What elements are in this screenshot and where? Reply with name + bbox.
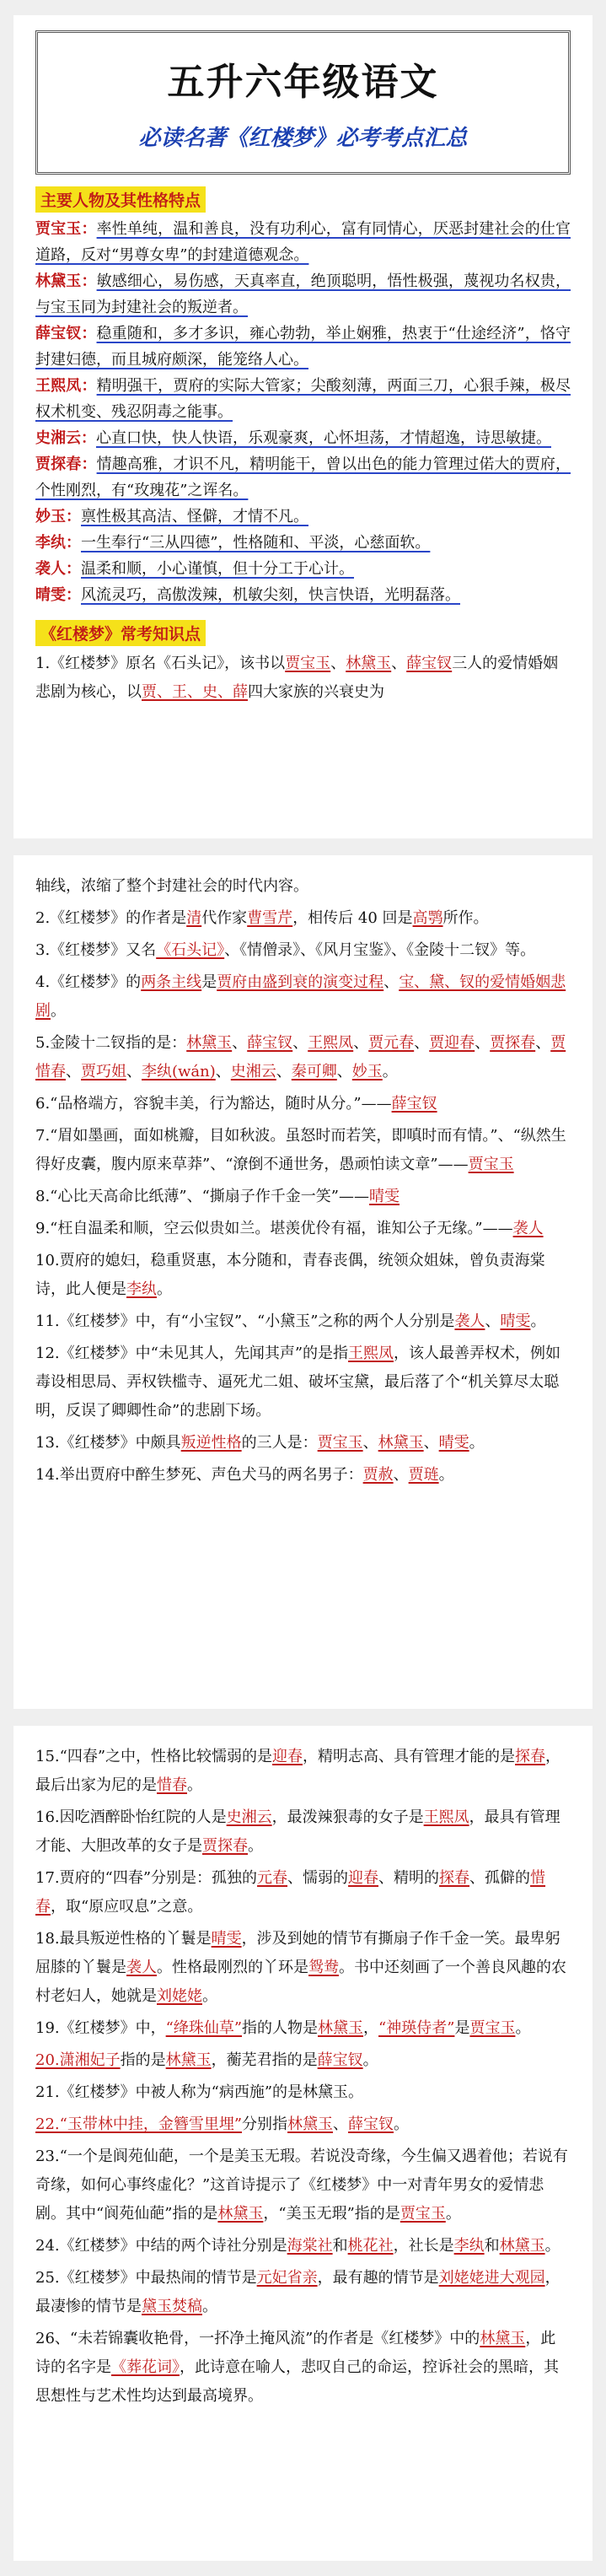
answer: 两条主线 <box>141 973 202 991</box>
answer: 贾宝玉 <box>285 655 331 672</box>
text: 8.“心比天高命比纸薄”、“撕扇子作千金一笑”—— <box>35 1188 369 1205</box>
answer: 袭人 <box>454 1312 485 1330</box>
answer: 王熙凤 <box>348 1345 394 1362</box>
text: ，社长是 <box>393 2237 454 2255</box>
page-subtitle: 必读名著《红楼梦》必考考点汇总 <box>138 126 468 151</box>
page-1 <box>13 15 593 838</box>
knowledge-item-22 <box>35 2110 571 2139</box>
separator: 、 <box>66 1063 81 1081</box>
text: ，最后出家为尼的是 <box>35 1748 561 1794</box>
text: ，精明志高、具有管理才能的是 <box>303 1748 516 1765</box>
knowledge-heading: 《红楼梦》常考知识点 <box>35 620 206 646</box>
knowledge-item-1-continued: 轴线，浓缩了整个封建社会的时代内容。 <box>35 877 308 895</box>
answer: 妙玉 <box>351 1063 383 1081</box>
character-desc: 温柔和顺，小心谨慎，但十分工于心计。 <box>81 560 354 578</box>
answer: 贾宝玉 <box>317 1434 363 1452</box>
knowledge-item-11 <box>35 1307 571 1336</box>
answer: 晴雯 <box>438 1434 469 1452</box>
knowledge-item-7 <box>35 1122 571 1179</box>
text: 24.《红楼梦》中结的两个诗社分别是 <box>35 2237 287 2255</box>
text: ，此诗的名字是 <box>35 2330 556 2376</box>
character-desc: 率性单纯，温和善良，没有功利心，富有同情心，厌恶封建社会的仕官道路，反对“男尊女卑”的封建道德观念。 <box>35 220 571 264</box>
answer: 《葬花词》 <box>111 2358 180 2376</box>
text: 5.金陵十二钗指的是： <box>35 1034 187 1052</box>
character-row <box>35 504 571 530</box>
character-name: 史湘云： <box>35 429 96 447</box>
text: 。 <box>469 1434 485 1452</box>
character-row <box>35 425 571 451</box>
text: 16.因吃酒醉卧怡红院的人是 <box>35 1808 227 1826</box>
text: 、 <box>362 1434 378 1452</box>
knowledge-item-15 <box>35 1743 571 1800</box>
answer: 贾宝玉 <box>468 1156 514 1173</box>
answer: 曹雪芹 <box>247 909 293 927</box>
character-desc: 禀性极其高洁、怪僻，才情不凡。 <box>81 508 308 525</box>
character-name: 妙玉： <box>35 508 81 525</box>
separator: 、 <box>292 1034 308 1052</box>
answer: 叛逆性格 <box>180 1434 242 1452</box>
answer: 贾迎春 <box>429 1034 475 1052</box>
text: 。 <box>438 1466 454 1484</box>
answer: 海棠社 <box>287 2237 333 2255</box>
text: 18.最具叛逆性格的丫鬟是 <box>35 1930 212 1948</box>
text: ，最凄惨的情节是 <box>35 2269 560 2315</box>
knowledge-item-5 <box>35 1029 571 1086</box>
text: 14.举出贾府中醉生梦死、声色犬马的两名男子： <box>35 1466 363 1484</box>
knowledge-item-13 <box>35 1429 571 1458</box>
text: 、 <box>485 1312 501 1330</box>
text: 四大家族的兴衰史为 <box>248 683 384 701</box>
character-desc: 一生奉行“三从四德”，性格随和、平淡，心慈面软。 <box>81 534 431 552</box>
text: 。书中还刻画了一个善良风趣的农村老妇人，她就是 <box>35 1959 566 2005</box>
answer: 黛玉焚稿 <box>142 2298 202 2315</box>
separator: 、 <box>126 1063 142 1081</box>
text: 12.《红楼梦》中“未见其人，先闻其声”的是指 <box>35 1345 349 1362</box>
characters-heading: 主要人物及其性格特点 <box>35 186 206 213</box>
separator: 、 <box>414 1034 430 1052</box>
character-name: 袭人： <box>35 560 81 578</box>
character-name: 晴雯： <box>35 586 81 604</box>
text: ，此诗意在喻人，悲叹自己的命运，控诉社会的黑暗，其思想性与艺术性均达到最高境界。 <box>35 2358 559 2405</box>
answer: 清 <box>186 909 202 927</box>
answer: 迎春 <box>272 1748 303 1765</box>
text: ， <box>363 2019 379 2037</box>
answer: 林黛玉 <box>318 2019 364 2037</box>
answer: 贾探春 <box>202 1837 248 1855</box>
text: 17.贾府的“四春”分别是：孤独的 <box>35 1869 258 1887</box>
text: 。 <box>248 1837 263 1855</box>
character-desc: 敏感细心，易伤感，天真率直，绝顶聪明，悟性极强，蔑视功名权贵，与宝玉同为封建社会的叛逆者。 <box>35 272 571 316</box>
answer: 元妃省亲 <box>256 2269 318 2287</box>
character-row <box>35 373 571 425</box>
character-desc: 风流灵巧，高傲泼辣，机敏尖刻，快言快语，光明磊落。 <box>81 586 460 604</box>
knowledge-item-14 <box>35 1461 571 1490</box>
answer: 王熙凤 <box>308 1034 354 1052</box>
knowledge-item-1 <box>35 649 571 707</box>
answer: 晴雯 <box>368 1188 400 1205</box>
character-row <box>35 451 571 504</box>
knowledge-item-6 <box>35 1090 571 1118</box>
text: 10.贾府的媳妇，稳重贤惠，本分随和，青春丧偶，统领众姐妹，曾负责海棠诗，此人便是 <box>35 1252 545 1298</box>
text: 指的是 <box>120 2051 166 2069</box>
text: 和 <box>484 2237 500 2255</box>
knowledge-item-16 <box>35 1803 571 1861</box>
text: 。 <box>157 1280 172 1298</box>
character-desc: 情趣高雅，才识不凡，精明能干，曾以出色的能力管理过偌大的贾府，个性刚烈，有“玫瑰花”之诨名。 <box>35 455 571 499</box>
answer: “神瑛侍者” <box>378 2019 455 2037</box>
answer: 元春 <box>257 1869 288 1887</box>
character-desc: 稳重随和，多才多识，雍心勃勃，举止娴雅，热衷于“仕途经济”，恪守封建妇德，而且城府颇深，能笼络人心。 <box>35 325 571 369</box>
character-row <box>35 321 571 373</box>
answer: 22.“玉带林中挂，金簪雪里埋” <box>35 2115 243 2133</box>
text: 、 <box>330 655 346 672</box>
answer: 贾巧姐 <box>81 1063 126 1081</box>
answer: 林黛玉 <box>499 2237 545 2255</box>
text: ，“美玉无瑕”指的是 <box>263 2205 400 2223</box>
answer: 晴雯 <box>500 1312 531 1330</box>
text: 。 <box>515 2019 531 2037</box>
knowledge-item-10 <box>35 1247 571 1304</box>
text: 6.“品格端方，容貌丰美，行为豁达，随时从分。”—— <box>35 1095 392 1113</box>
answer: 贾赦 <box>362 1466 394 1484</box>
answer: “绛珠仙草” <box>165 2019 243 2037</box>
knowledge-item-26 <box>35 2325 571 2411</box>
text: 。 <box>202 2298 217 2315</box>
answer: 鸳鸯 <box>308 1959 339 1976</box>
answer: 贾宝玉 <box>400 2205 446 2223</box>
answer: 王熙凤 <box>423 1808 469 1826</box>
text: 的三人是： <box>241 1434 318 1452</box>
answer: 薛宝钗 <box>317 2051 363 2069</box>
answer: 探春 <box>439 1869 470 1887</box>
answer: 史湘云 <box>230 1063 276 1081</box>
character-name: 贾探春： <box>35 455 97 473</box>
text: 分别指 <box>242 2115 288 2133</box>
answer: 薛宝钗 <box>348 2115 394 2133</box>
knowledge-item-8 <box>35 1183 571 1211</box>
text: 。 <box>202 1987 217 2005</box>
text: 是 <box>201 973 217 991</box>
text: ，相传后 40 回是 <box>292 909 413 927</box>
knowledge-item-3 <box>35 936 571 965</box>
character-row <box>35 216 571 268</box>
text: 、 <box>393 1466 409 1484</box>
character-desc: 精明强干，贾府的实际大管家；尖酸刻薄，两面三刀，心狠手辣，极尽权术机变、残忍阴毒之能事。 <box>35 377 571 421</box>
answer: 刘姥姥进大观园 <box>438 2269 545 2287</box>
answer: 袭人 <box>512 1220 544 1237</box>
text: 和 <box>332 2237 348 2255</box>
knowledge-item-24 <box>35 2232 571 2261</box>
text: 、 <box>391 655 407 672</box>
answer: 桃花社 <box>347 2237 394 2255</box>
text: ，取“原应叹息”之意。 <box>51 1898 203 1916</box>
text: 是 <box>454 2019 470 2037</box>
text: 21.《红楼梦》中被人称为“病西施”的是林黛玉。 <box>35 2083 364 2101</box>
character-name: 薛宝钗： <box>35 325 97 342</box>
knowledge-item-25 <box>35 2264 571 2321</box>
answer: 薛宝钗 <box>406 655 453 672</box>
text: 3.《红楼梦》又名 <box>35 941 157 959</box>
answer: 《石头记》 <box>156 941 225 959</box>
answer: 李纨 <box>126 1280 157 1298</box>
answer: 迎春 <box>348 1869 379 1887</box>
text: 代作家 <box>201 909 248 927</box>
answer: 贾、王、史、薛 <box>142 683 248 701</box>
text: 13.《红楼梦》中颇具 <box>35 1434 181 1452</box>
knowledge-item-23 <box>35 2142 571 2228</box>
knowledge-item-9 <box>35 1215 571 1243</box>
text: 。 <box>394 2115 410 2133</box>
page-2 <box>13 855 593 1709</box>
text: 25.《红楼梦》中最热闹的情节是 <box>35 2269 257 2287</box>
separator: 、 <box>232 1034 248 1052</box>
answer: 李纨(wán) <box>142 1063 216 1081</box>
text: 、 <box>333 2115 349 2133</box>
character-row <box>35 530 571 556</box>
answer: 贾探春 <box>490 1034 536 1052</box>
text: 19.《红楼梦》中， <box>35 2019 166 2037</box>
knowledge-item-4 <box>35 968 571 1026</box>
knowledge-item-17 <box>35 1864 571 1921</box>
text: 。 <box>362 2051 378 2069</box>
text: 、精明的 <box>378 1869 440 1887</box>
text: 7.“眉如墨画，面如桃瓣，目如秋波。虽怒时而若笑，即嗔时而有情。”、“纵然生得好皮囊，腹内原来草莽”、“潦倒不通世务，愚顽怕读文章”—— <box>35 1127 566 1173</box>
character-row <box>35 268 571 321</box>
character-desc: 心直口快，快人快语，乐观豪爽，心怀坦荡，才情超逸，诗思敏捷。 <box>96 429 551 447</box>
text: 9.“枉自温柔和顺，空云似贵如兰。堪羡优伶有福，谁知公子无缘。”—— <box>35 1220 513 1237</box>
text: 。性格最刚烈的丫环是 <box>157 1959 308 1976</box>
text: 。 <box>51 1002 66 1020</box>
knowledge-item-18 <box>35 1925 571 2011</box>
answer: 秦可卿 <box>291 1063 337 1081</box>
text: 三人的爱情婚姻悲剧为核心，以 <box>35 655 559 701</box>
separator: 、 <box>353 1034 369 1052</box>
text: 。 <box>445 2205 461 2223</box>
answer: 贾宝玉 <box>469 2019 516 2037</box>
text: 指的人物是 <box>242 2019 319 2037</box>
text: 11.《红楼梦》中，有“小宝钗”、“小黛玉”之称的两个人分别是 <box>35 1312 455 1330</box>
answer: 林黛玉 <box>480 2330 526 2347</box>
character-name: 王熙凤： <box>35 377 97 395</box>
answer: 刘姥姥 <box>157 1987 202 2005</box>
text: 26、“未若锦囊收艳骨，一抔净土掩风流”的作者是《红楼梦》中的 <box>35 2330 480 2347</box>
text: 。 <box>382 1063 398 1081</box>
text: ，最泼辣狠毒的女子是 <box>271 1808 424 1826</box>
text: 、懦弱的 <box>287 1869 349 1887</box>
answer: 高鹗 <box>412 909 443 927</box>
answer: 林黛玉 <box>346 655 392 672</box>
text: ，涉及到她的情节有撕扇子作千金一笑。最卑躬屈膝的丫鬟是 <box>35 1930 560 1976</box>
text: 1.《红楼梦》原名《石头记》，该书以 <box>35 655 286 672</box>
answer: 袭人 <box>126 1959 157 1976</box>
answer: 惜春 <box>35 1869 546 1916</box>
text: 、 <box>383 973 400 991</box>
character-row <box>35 556 571 582</box>
title-box <box>35 30 571 175</box>
answer: 李纨 <box>453 2237 485 2255</box>
answer: 林黛玉 <box>287 2115 334 2133</box>
text: 15.“四春”之中，性格比较懦弱的是 <box>35 1748 273 1765</box>
text: ，最有趣的情节是 <box>317 2269 439 2287</box>
character-name: 林黛玉： <box>35 272 97 290</box>
page-3 <box>13 1726 593 2561</box>
answer: 史湘云 <box>226 1808 272 1826</box>
separator: 、 <box>535 1034 551 1052</box>
character-row <box>35 582 571 608</box>
knowledge-item-2 <box>35 904 571 933</box>
page-title: 五升六年级语文 <box>167 61 439 104</box>
knowledge-item-20 <box>35 2046 571 2075</box>
separator: 、 <box>276 1063 292 1081</box>
answer: 宝、黛、钗的爱情婚姻悲剧 <box>35 973 566 1020</box>
text: ，该人最善弄权术，例如毒设相思局、弄权铁槛寺、逼死尤二姐、破坏宝黛，最后落了个“机关算尽太聪明，反误了卿卿性命”的悲剧下场。 <box>35 1345 561 1420</box>
text: ，蘅芜君指的是 <box>211 2051 318 2069</box>
answer: 惜春 <box>157 1776 187 1794</box>
answer: 贾府由盛到衰的演变过程 <box>217 973 384 991</box>
answer: 晴雯 <box>211 1930 242 1948</box>
knowledge-item-19 <box>35 2014 571 2043</box>
separator: 、 <box>336 1063 352 1081</box>
text: 、孤僻的 <box>469 1869 531 1887</box>
character-name: 贾宝玉： <box>35 220 97 238</box>
text: 所作。 <box>442 909 489 927</box>
answer: 薛宝钗 <box>247 1034 293 1052</box>
answer: 20.潇湘妃子 <box>35 2051 121 2069</box>
text: 2.《红楼梦》的作者是 <box>35 909 187 927</box>
text: 。 <box>544 2237 560 2255</box>
answer: 林黛玉 <box>186 1034 233 1052</box>
answer: 薛宝钗 <box>391 1095 437 1113</box>
text: 23.“一个是阆苑仙葩，一个是美玉无瑕。若说没奇缘，今生偏又遇着他；若说有奇缘，如何心事终虚化？”这首诗提示了《红楼梦》中一对青年男女的爱情悲剧。其中“阆苑仙葩”指的是 <box>35 2148 568 2223</box>
separator: 、 <box>215 1063 231 1081</box>
answer: 贾琏 <box>408 1466 439 1484</box>
separator: 、 <box>475 1034 491 1052</box>
answer: 林黛玉 <box>217 2205 264 2223</box>
answer: 林黛玉 <box>378 1434 424 1452</box>
text: 。 <box>187 1776 202 1794</box>
answer: 贾元春 <box>368 1034 415 1052</box>
knowledge-item-12 <box>35 1339 571 1425</box>
text: ，最具有管理才能、大胆改革的女子是 <box>35 1808 560 1855</box>
answer: 探春 <box>515 1748 546 1765</box>
text: 4.《红楼梦》的 <box>35 973 142 991</box>
text: 。 <box>530 1312 546 1330</box>
character-name: 李纨： <box>35 534 81 552</box>
text: 、《情僧录》、《风月宝鉴》、《金陵十二钗》等。 <box>224 941 536 959</box>
answer: 贾惜春 <box>35 1034 566 1081</box>
knowledge-item-21 <box>35 2078 571 2107</box>
answer: 林黛玉 <box>165 2051 212 2069</box>
text: 、 <box>423 1434 439 1452</box>
